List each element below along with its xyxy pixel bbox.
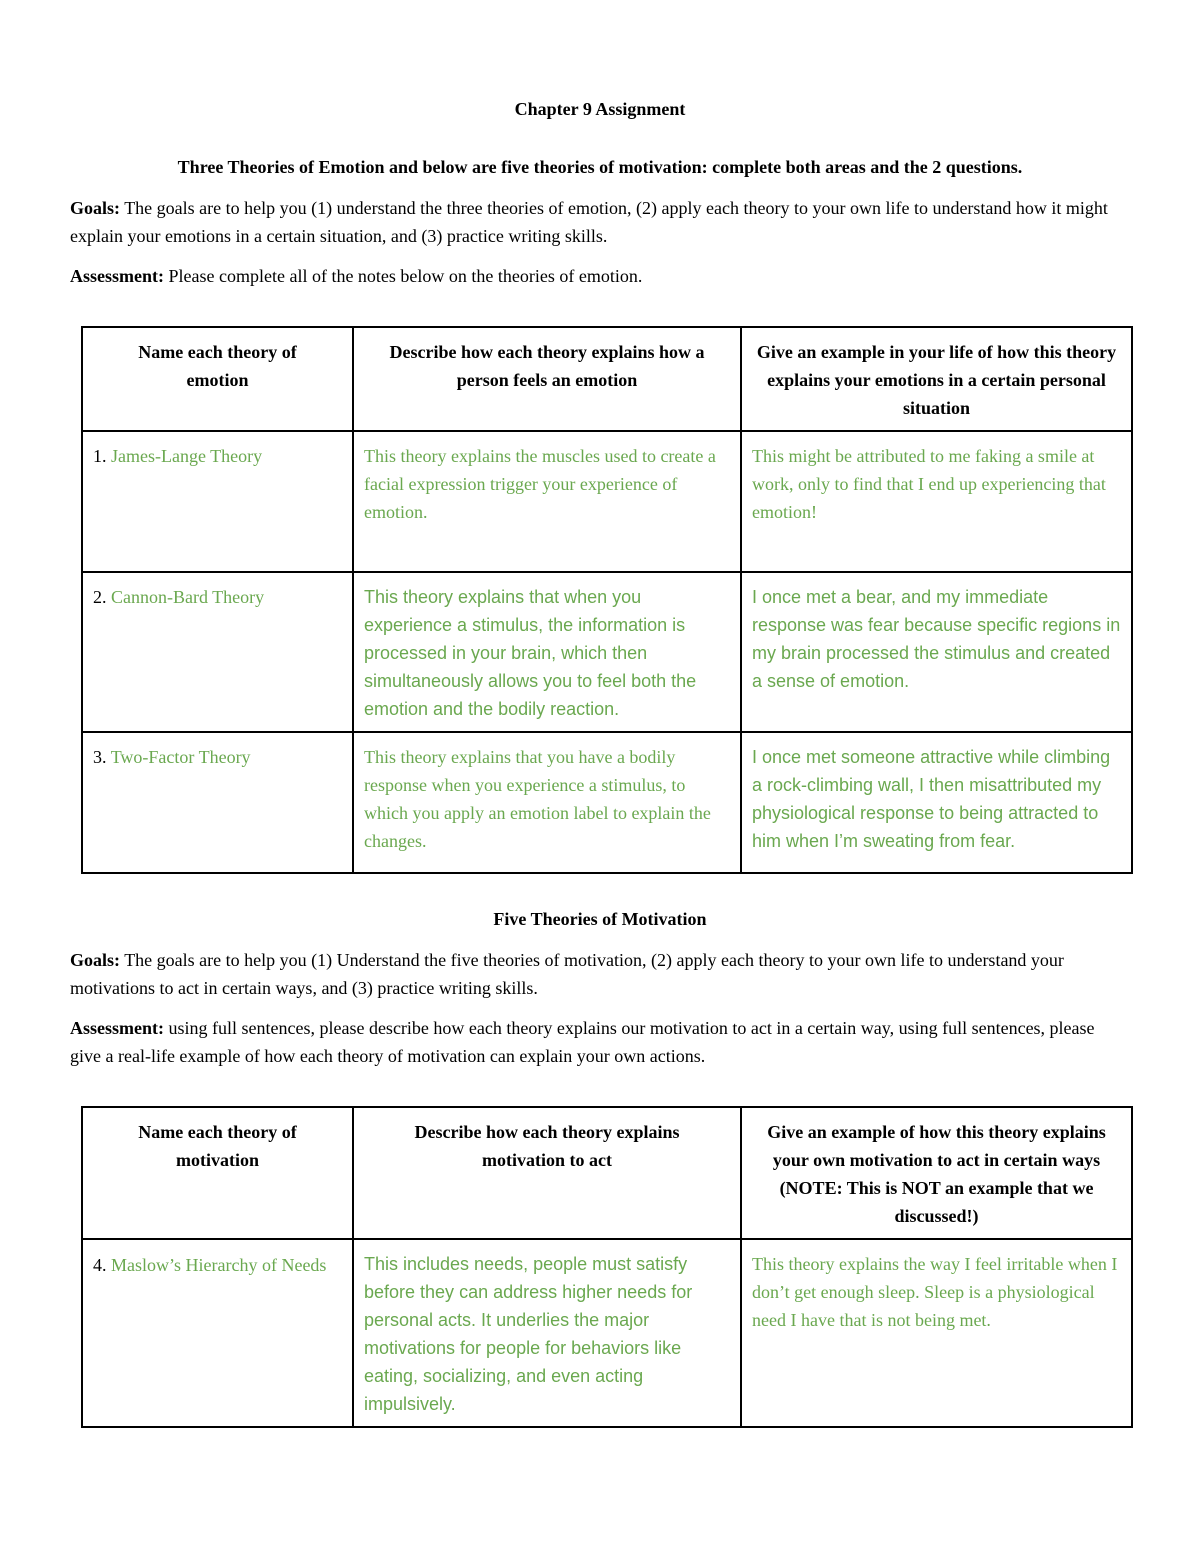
intro-heading: Three Theories of Emotion and below are five theories of motivation: complete both areas and the 2 questions. <box>177 157 1023 177</box>
theory-name-cell <box>82 431 353 572</box>
motivation-table <box>81 1106 1133 1428</box>
motivation-goals-label: Goals: <box>70 950 121 970</box>
header-cell: Name each theory of emotion <box>82 327 353 431</box>
motivation-assessment <box>70 1014 1130 1070</box>
row-number: 3. <box>93 747 107 767</box>
row-number: 1. <box>93 446 107 466</box>
document-page <box>70 96 1130 1428</box>
theory-name-cell <box>82 732 353 873</box>
emotion-assessment-label: Assessment: <box>70 266 164 286</box>
header-cell: Describe how each theory explains motivation to act <box>353 1107 741 1239</box>
describe-cell: This theory explains that you have a bodily response when you experience a stimulus, to which you apply an emotion label to explain the changes. <box>353 732 741 873</box>
motivation-subtitle: Five Theories of Motivation <box>493 909 707 929</box>
row-number: 4. <box>93 1255 107 1275</box>
emotion-assessment-text: Please complete all of the notes below on the theories of emotion. <box>164 266 643 286</box>
emotion-table <box>81 326 1133 874</box>
describe-cell: This theory explains that when you experience a stimulus, the information is processed in your brain, which then simultaneously allows you to feel both the emotion and the bodily reaction. <box>353 572 741 732</box>
motivation-assessment-text: using full sentences, please describe how each theory explains our motivation to act in a certain way, using full sentences, please give a real-life example of how each theory of motivation can explain your own actions. <box>70 1018 1095 1066</box>
table-header-row <box>82 327 1132 431</box>
motivation-goals <box>70 946 1130 1002</box>
header-cell: Describe how each theory explains how a person feels an emotion <box>353 327 741 431</box>
emotion-goals-text: The goals are to help you (1) understand the three theories of emotion, (2) apply each theory to your own life to understand how it might explain your emotions in a certain situation, and (3) practice writing skills. <box>70 198 1108 246</box>
example-cell: This might be attributed to me faking a smile at work, only to find that I end up experiencing that emotion! <box>741 431 1132 572</box>
table-row <box>82 1239 1132 1427</box>
theory-name: Cannon-Bard Theory <box>111 587 265 607</box>
emotion-goals-label: Goals: <box>70 198 121 218</box>
header-cell: Give an example of how this theory explains your own motivation to act in certain ways (NOTE: This is NOT an example that we discussed!) <box>741 1107 1132 1239</box>
describe-cell: This theory explains the muscles used to create a facial expression trigger your experience of emotion. <box>353 431 741 572</box>
row-number: 2. <box>93 587 107 607</box>
header-cell: Give an example in your life of how this theory explains your emotions in a certain personal situation <box>741 327 1132 431</box>
describe-cell: This includes needs, people must satisfy before they can address higher needs for personal acts. It underlies the major motivations for people for behaviors like eating, socializing, and even acting impulsively. <box>353 1239 741 1427</box>
table-row <box>82 431 1132 572</box>
emotion-assessment <box>70 262 1130 290</box>
theory-name-cell <box>82 572 353 732</box>
emotion-goals <box>70 194 1130 250</box>
table-header-row <box>82 1107 1132 1239</box>
example-cell: This theory explains the way I feel irritable when I don’t get enough sleep. Sleep is a physiological need I have that is not being met. <box>741 1239 1132 1427</box>
example-cell: I once met a bear, and my immediate response was fear because specific regions in my brain processed the stimulus and created a sense of emotion. <box>741 572 1132 732</box>
theory-name-cell <box>82 1239 353 1427</box>
theory-name: Maslow’s Hierarchy of Needs <box>111 1255 327 1275</box>
theory-name: James-Lange Theory <box>111 446 263 466</box>
motivation-assessment-label: Assessment: <box>70 1018 164 1038</box>
header-cell: Name each theory of motivation <box>82 1107 353 1239</box>
example-cell: I once met someone attractive while climbing a rock-climbing wall, I then misattributed my physiological response to being attracted to him when I’m sweating from fear. <box>741 732 1132 873</box>
motivation-goals-text: The goals are to help you (1) Understand the five theories of motivation, (2) apply each theory to your own life to understand your motivations to act in certain ways, and (3) practice writing skills. <box>70 950 1064 998</box>
page-title: Chapter 9 Assignment <box>514 99 686 119</box>
table-row <box>82 732 1132 873</box>
theory-name: Two-Factor Theory <box>110 747 251 767</box>
motivation-section <box>70 906 1130 1428</box>
table-row <box>82 572 1132 732</box>
